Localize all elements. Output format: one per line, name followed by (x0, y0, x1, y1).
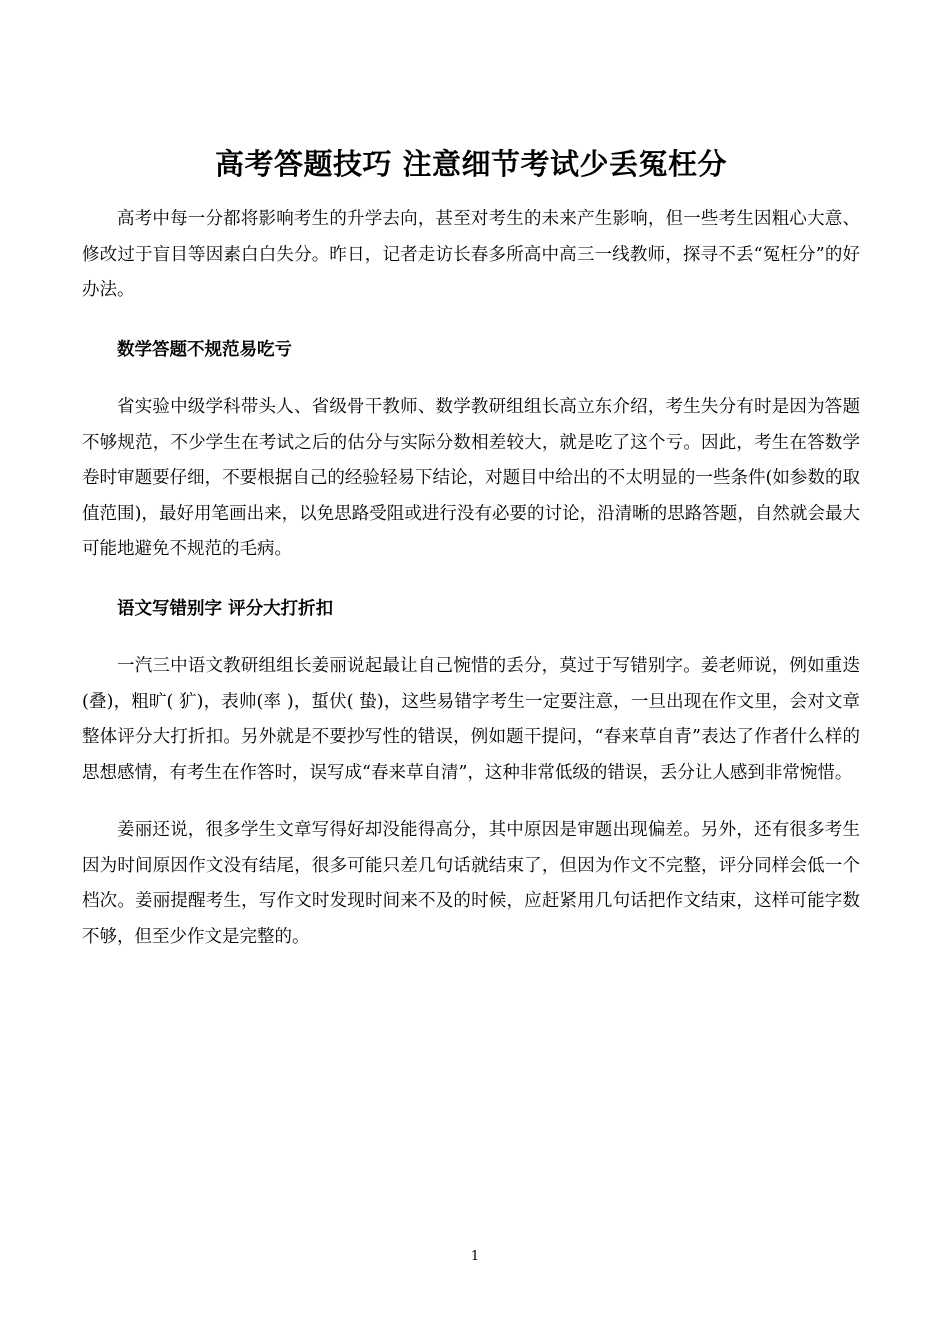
section-math-paragraph: 省实验中级学科带头人、省级骨干教师、数学教研组组长高立东介绍，考生失分有时是因为答题不够规范，不少学生在考试之后的估分与实际分数相差较大，就是吃了这个亏。因此，考生在答数学卷时审题要仔细，不要根据自己的经验轻易下结论，对题目中给出的不太明显的一些条件(如参数的取值范围)，最好用笔画出来，以免思路受阻或进行没有必要的讨论，沿清晰的思路答题，自然就会最大可能地避免不规范的毛病。 (82, 397, 860, 559)
document-title: 高考答题技巧 注意细节考试少丢冤枉分 (214, 147, 728, 181)
document-body (82, 140, 860, 955)
page-number: 1 (470, 1249, 480, 1264)
section-heading-math: 数学答题不规范易吃亏 (117, 339, 292, 360)
intro-paragraph: 高考中每一分都将影响考生的升学去向，甚至对考生的未来产生影响，但一些考生因粗心大意、修改过于盲目等因素白白失分。昨日，记者走访长春多所高中高三一线教师，探寻不丢“冤枉分”的好办法。 (82, 209, 860, 300)
section-chinese-paragraph-1: 一汽三中语文教研组组长姜丽说起最让自己惋惜的丢分，莫过于写错别字。姜老师说，例如重迭(叠)，粗旷( 犷)，表帅(率 )，蜇伏( 蛰)，这些易错字考生一定要注意，一旦出现在作文里，会对文章整体评分大打折扣。另外就是不要抄写性的错误，例如题干提问，“春来草自青”表达了作者什么样的思想感情，有考生在作答时，误写成“春来草自清”，这种非常低级的错误，丢分让人感到非常惋惜。 (82, 656, 860, 783)
section-heading-chinese: 语文写错别字 评分大打折扣 (117, 598, 334, 619)
section-chinese-paragraph-2: 姜丽还说，很多学生文章写得好却没能得高分，其中原因是审题出现偏差。另外，还有很多考生因为时间原因作文没有结尾，很多可能只差几句话就结束了，但因为作文不完整，评分同样会低一个档次。姜丽提醒考生，写作文时发现时间来不及的时候，应赶紧用几句话把作文结束，这样可能字数不够，但至少作文是完整的。 (82, 820, 860, 947)
